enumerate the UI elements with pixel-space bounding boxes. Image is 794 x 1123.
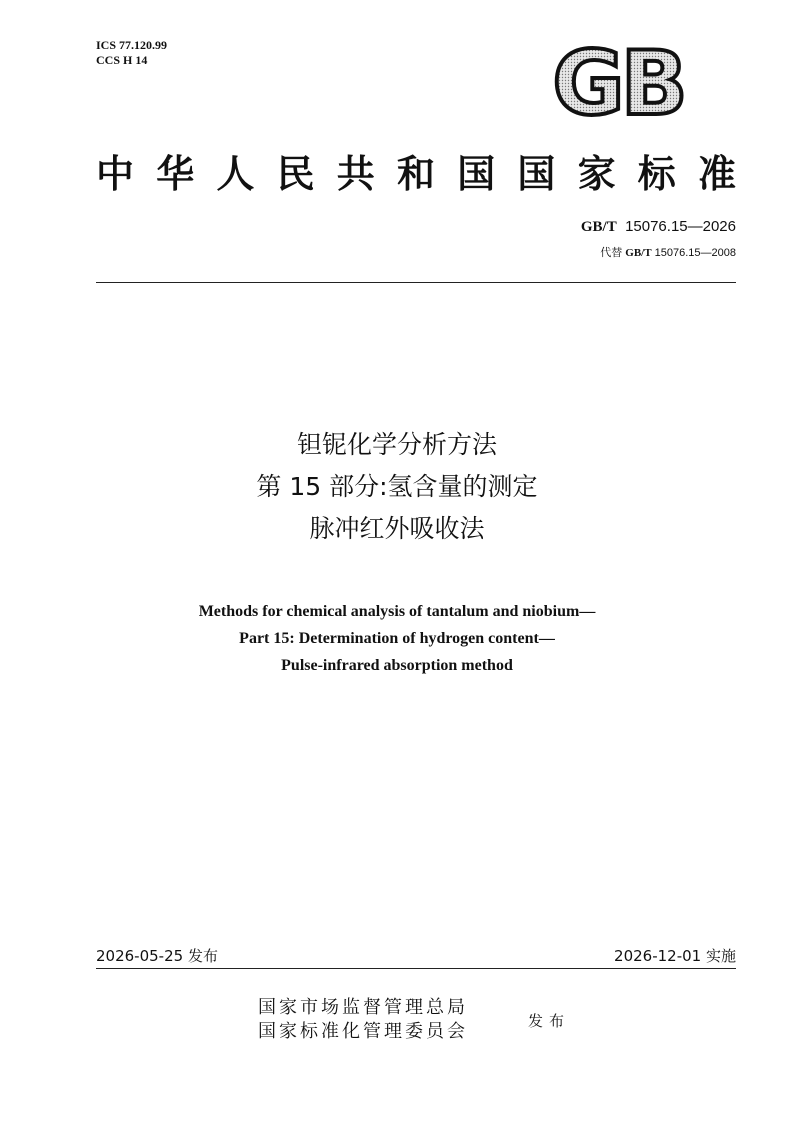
classification-codes: [96, 38, 167, 68]
english-title-line-1: Methods for chemical analysis of tantalum and niobium—: [198, 603, 596, 620]
replaces-number: 15076.15—2008: [654, 247, 736, 259]
english-title: [0, 598, 794, 679]
chinese-title-line-3: 脉冲红外吸收法: [309, 514, 485, 543]
gb-logo-icon: [540, 40, 696, 120]
issuer-sac: 国家标准化管理委员会: [258, 1021, 468, 1042]
replaces-label: 代替: [600, 247, 623, 259]
gb-logo: [540, 40, 696, 120]
svg-text:GB: GB: [552, 40, 684, 120]
chinese-title-line-1: 钽铌化学分析方法: [296, 430, 497, 459]
chinese-title: [0, 424, 794, 550]
top-divider: [96, 282, 736, 283]
ccs-code: CCS H 14: [96, 53, 148, 67]
release-date: 2026-05-25 发布: [96, 947, 218, 965]
standard-category-title: 中华人民共和国国家标准: [96, 151, 736, 196]
standard-number-prefix: GB/T: [580, 219, 617, 235]
implement-date: 2026-12-01 实施: [614, 947, 736, 965]
replaces-prefix: GB/T: [625, 247, 652, 259]
bottom-divider: [96, 968, 736, 969]
english-title-line-3: Pulse-infrared absorption method: [281, 657, 513, 674]
english-title-line-2: Part 15: Determination of hydrogen content—: [239, 630, 555, 647]
issue-label: 发布: [528, 1012, 571, 1030]
replaces-standard: [600, 244, 736, 260]
standard-number-value: 15076.15—2026: [625, 218, 736, 235]
chinese-title-line-2: 第 15 部分:氢含量的测定: [256, 472, 538, 501]
issuing-authorities: [258, 996, 468, 1044]
issuer-samr: 国家市场监督管理总局: [258, 997, 468, 1018]
standard-number: [581, 218, 736, 236]
ics-code: ICS 77.120.99: [96, 38, 168, 52]
